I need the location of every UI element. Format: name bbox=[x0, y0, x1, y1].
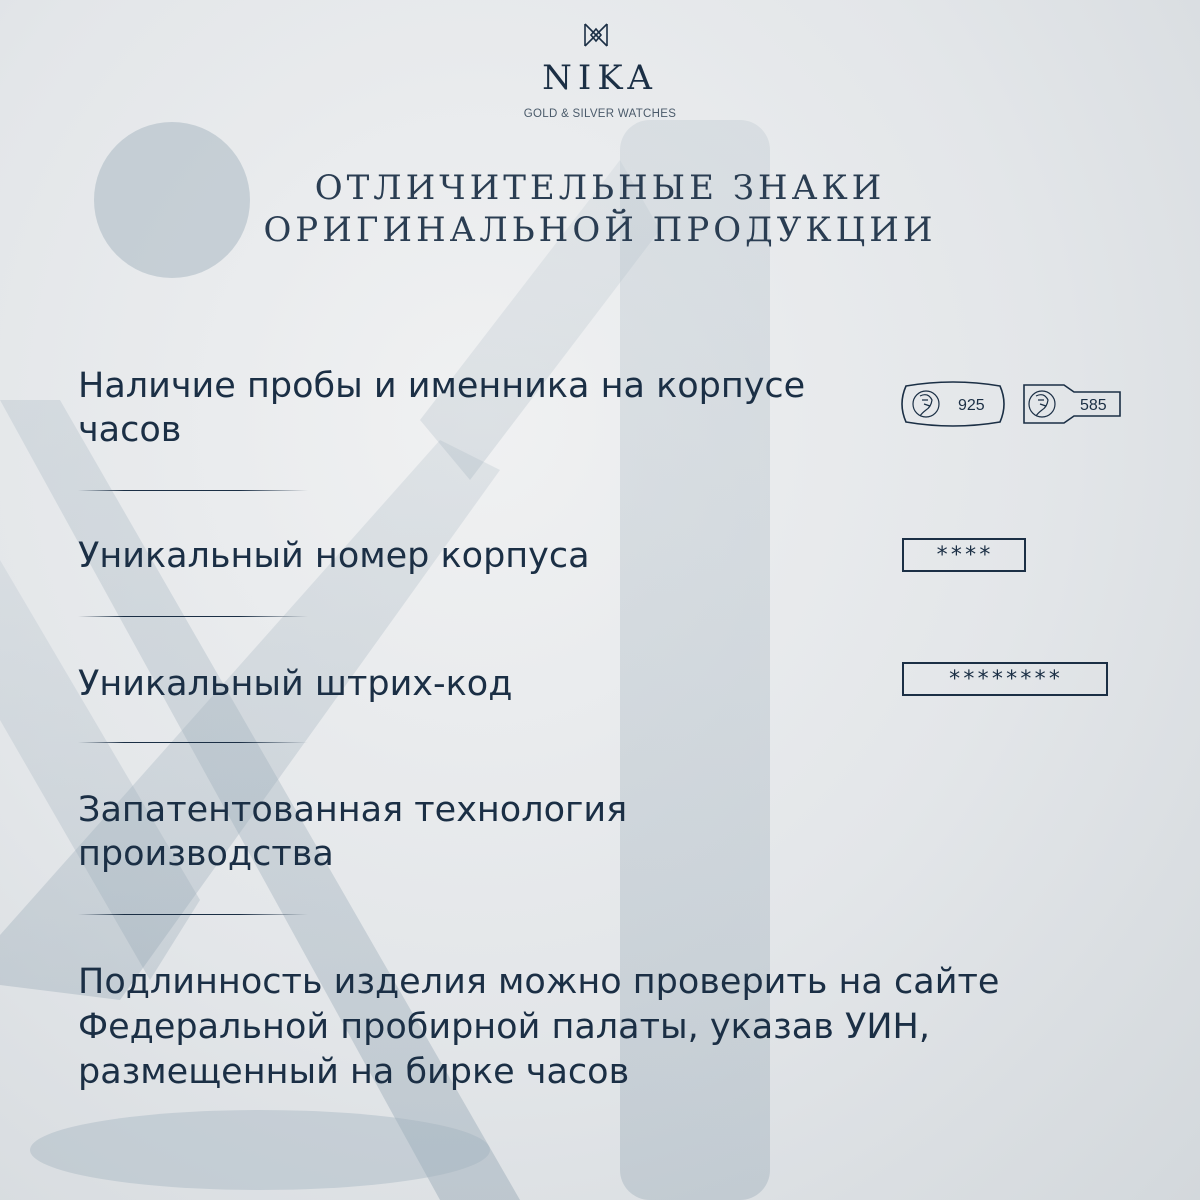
brand-tagline: GOLD & SILVER WATCHES bbox=[523, 108, 677, 120]
silver-hallmark-icon bbox=[898, 380, 1008, 428]
feature-patented-technology bbox=[78, 788, 627, 876]
verification-note-line-1: Подлинность изделия можно проверить на сайте bbox=[78, 962, 1000, 1002]
nika-monogram-icon bbox=[582, 22, 610, 48]
hallmark-585-value: 585 bbox=[1080, 397, 1107, 414]
verification-note bbox=[78, 960, 999, 1095]
feature-hallmark-line-2: часов bbox=[78, 410, 182, 450]
feature-hallmark-line-1: Наличие пробы и именника на корпусе bbox=[78, 366, 806, 406]
feature-barcode-label: Уникальный штрих-код bbox=[78, 664, 513, 704]
divider bbox=[78, 616, 308, 617]
verification-note-line-2: Федеральной пробирной палаты, указав УИН, bbox=[78, 1007, 930, 1047]
feature-patented-line-2: производства bbox=[78, 834, 334, 874]
brand-name: NIKA bbox=[542, 58, 658, 98]
feature-patented-line-1: Запатентованная технология bbox=[78, 790, 628, 830]
divider bbox=[78, 490, 308, 491]
verification-note-line-3: размещенный на бирке часов bbox=[78, 1052, 630, 1092]
divider bbox=[78, 914, 308, 915]
page-title-line-1: ОТЛИЧИТЕЛЬНЫЕ ЗНАКИ bbox=[314, 168, 886, 208]
page-title-line-2: ОРИГИНАЛЬНОЙ ПРОДУКЦИИ bbox=[263, 210, 937, 250]
case-number-box: **** bbox=[902, 538, 1026, 572]
gold-hallmark-icon bbox=[1018, 380, 1126, 428]
feature-case-number bbox=[78, 534, 590, 578]
divider bbox=[78, 742, 308, 743]
barcode-box: ******** bbox=[902, 662, 1108, 696]
feature-hallmark bbox=[78, 364, 805, 452]
feature-barcode bbox=[78, 662, 512, 706]
hallmark-925-value: 925 bbox=[958, 397, 985, 414]
feature-case-number-label: Уникальный номер корпуса bbox=[78, 536, 590, 576]
